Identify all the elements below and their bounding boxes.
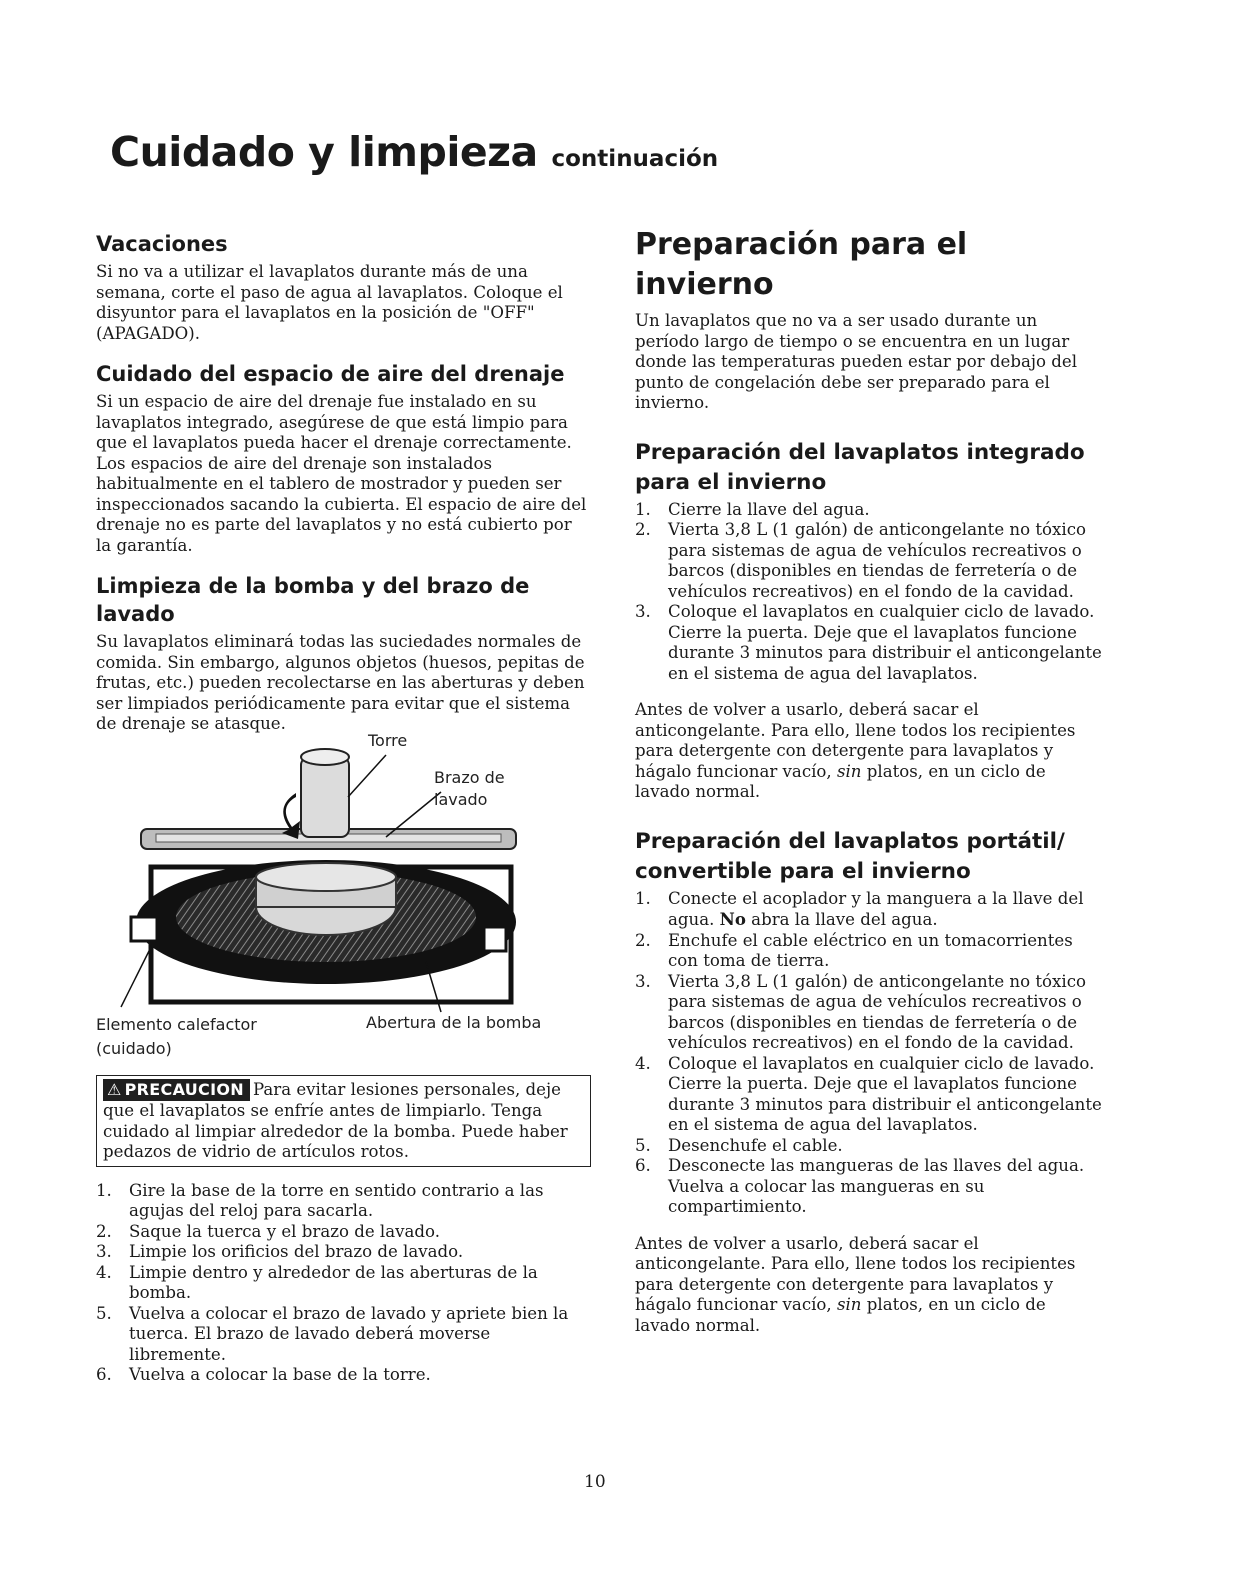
pump-figure bbox=[96, 730, 576, 1058]
page-title bbox=[110, 128, 718, 176]
list-item: 1. Conecte el acoplador y la manguera a la llave del agua. No abra la llave del agua. bbox=[635, 888, 1084, 929]
caution-box bbox=[96, 1075, 591, 1167]
warning-triangle-icon: ⚠ bbox=[107, 1079, 122, 1099]
list-item: 4. Coloque el lavaplatos en cualquier ciclo de lavado. Cierre la puerta. Deje que el lavaplatos funcione durante 3 minutos para distribuir el anticongelante en el sistema de agua del lavaplatos. bbox=[635, 1053, 1102, 1134]
heading-invierno: Preparación para el invierno bbox=[635, 227, 968, 302]
list-item: 2. Saque la tuerca y el brazo de lavado. bbox=[96, 1221, 440, 1241]
right-column bbox=[635, 225, 1105, 1336]
list-item: 2. Enchufe el cable eléctrico en un tomacorrientes con toma de tierra. bbox=[635, 930, 1073, 970]
integrado-steps bbox=[635, 500, 1105, 685]
text-bomba: Su lavaplatos eliminará todas las suciedades normales de comida. Sin embargo, algunos objetos (huesos, pepitas de frutas, etc.) pueden recolectarse en las aberturas y deben ser limpiados periódicamente para evitar que el sistema de drenaje se atasque. bbox=[96, 632, 585, 733]
text-portatil-after: Antes de volver a usarlo, deberá sacar el anticongelante. Para ello, llene todos los recipientes para detergente con detergente para lavaplatos y hágalo funcionar vacío, sin platos, en un ciclo de lavado normal. bbox=[635, 1233, 1076, 1335]
left-column bbox=[96, 230, 591, 1386]
list-item: 5. Vuelva a colocar el brazo de lavado y apriete bien la tuerca. El brazo de lavado deberá moverse libremente. bbox=[96, 1303, 569, 1364]
leader-torre bbox=[348, 755, 386, 797]
heading-espacio-aire: Cuidado del espacio de aire del drenaje bbox=[96, 362, 565, 386]
label-brazo: Brazo de lavado bbox=[434, 767, 505, 809]
text-vacaciones: Si no va a utilizar el lavaplatos durante más de una semana, corte el paso de agua al lavaplatos. Coloque el disyuntor para el lavaplatos en la posición de "OFF" (APAGADO). bbox=[96, 262, 563, 343]
list-item: 6. Vuelva a colocar la base de la torre. bbox=[96, 1365, 431, 1384]
list-item: 4. Limpie dentro y alrededor de las aberturas de la bomba. bbox=[96, 1262, 538, 1302]
heading-vacaciones: Vacaciones bbox=[96, 232, 228, 256]
page-number: 10 bbox=[584, 1472, 606, 1492]
list-item: 1. Cierre la llave del agua. bbox=[635, 499, 870, 519]
heating-element-clip bbox=[131, 917, 157, 941]
portatil-steps bbox=[635, 889, 1105, 1218]
label-torre: Torre bbox=[368, 730, 408, 750]
caution-text: Para evitar lesiones personales, deje que el lavaplatos se enfríe antes de limpiarlo. Tenga cuidado al limpiar alrededor de la bomba. Puede haber pedazos de vidrio de artículos rotos. bbox=[103, 1079, 568, 1161]
list-item: 6. Desconecte las mangueras de las llaves del agua. Vuelva a colocar las mangueras en su compartimiento. bbox=[635, 1156, 1085, 1216]
label-elemento: Elemento calefactor (cuidado) bbox=[96, 1014, 257, 1058]
text-integrado-after: Antes de volver a usarlo, deberá sacar el anticongelante. Para ello, llene todos los recipientes para detergente con detergente para lavaplatos y hágalo funcionar vacío, sin platos, en un ciclo de lavado normal. bbox=[635, 700, 1076, 801]
caution-badge: ⚠ PRECAUCION bbox=[103, 1079, 250, 1102]
text-invierno: Un lavaplatos que no va a ser usado durante un período largo de tiempo o se encuentra en un lugar donde las temperaturas pueden estar por debajo del punto de congelación debe ser preparado para el invierno. bbox=[635, 311, 1078, 412]
pump-steps bbox=[96, 1181, 591, 1386]
tower bbox=[301, 757, 349, 837]
heading-bomba: Limpieza de la bomba y del brazo de lavado bbox=[96, 574, 530, 626]
label-abertura: Abertura de la bomba bbox=[366, 1012, 542, 1032]
heading-portatil: Preparación del lavaplatos portátil/ convertible para el invierno bbox=[635, 828, 1065, 884]
text-espacio-aire: Si un espacio de aire del drenaje fue instalado en su lavaplatos integrado, asegúrese de que está limpio para que el lavaplatos pueda hacer el drenaje correctamente. Los espacios de aire del drenaje son instalados habitualmente en el tablero de mostrador y pueden ser inspeccionados sacando la cubierta. El espacio de aire del drenaje no es parte del lavaplatos y no está cubierto por la garantía. bbox=[96, 392, 587, 555]
list-item: 3. Limpie los orificios del brazo de lavado. bbox=[96, 1242, 464, 1261]
list-item: 5. Desenchufe el cable. bbox=[635, 1135, 843, 1155]
list-item: 1. Gire la base de la torre en sentido contrario a las agujas del reloj para sacarla. bbox=[96, 1180, 544, 1220]
leader-elemento bbox=[121, 947, 151, 1007]
list-item: 3. Vierta 3,8 L (1 galón) de anticongelante no tóxico para sistemas de agua de vehículos recreativos o barcos (disponibles en tiendas de ferretería o de vehículos recreativos) en el fondo de la cavidad. bbox=[635, 971, 1086, 1052]
list-item: 3. Coloque el lavaplatos en cualquier ciclo de lavado. Cierre la puerta. Deje que el lavaplatos funcione durante 3 minutos para distribuir el anticongelante en el sistema de agua del lavaplatos. bbox=[635, 602, 1102, 683]
list-item: 2. Vierta 3,8 L (1 galón) de anticongelante no tóxico para sistemas de agua de vehículos recreativos o barcos (disponibles en tiendas de ferretería o de vehículos recreativos) en el fondo de la cavidad. bbox=[635, 520, 1086, 601]
rotate-arrow bbox=[282, 793, 300, 839]
heading-integrado: Preparación del lavaplatos integrado para el invierno bbox=[635, 439, 1085, 495]
page-title-main: Cuidado y limpieza bbox=[110, 128, 538, 176]
page-title-sub: continuación bbox=[551, 146, 719, 172]
